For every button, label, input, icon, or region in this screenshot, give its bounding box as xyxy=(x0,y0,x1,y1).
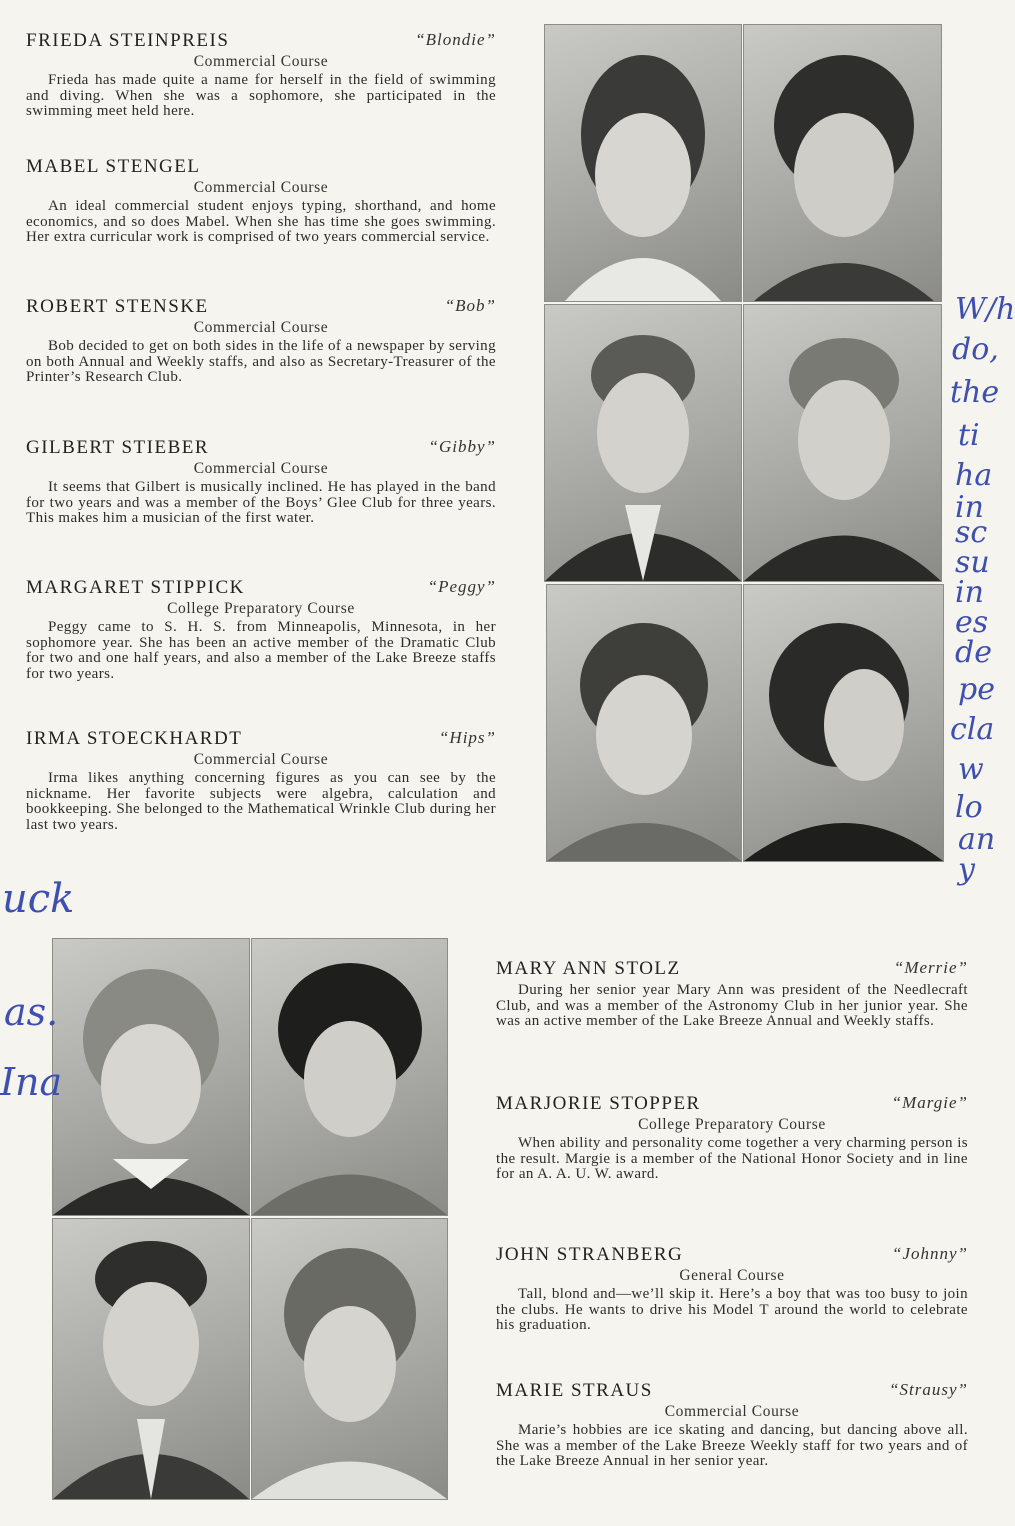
student-name: JOHN STRANBERG xyxy=(496,1244,684,1265)
handwriting-word: su xyxy=(955,545,990,580)
entry-marjorie-stopper xyxy=(496,1093,968,1183)
course-label: Commercial Course xyxy=(193,53,329,70)
entry-marie-straus xyxy=(496,1380,968,1470)
entry-frieda-steinpreis xyxy=(26,30,496,120)
handwriting-word: in xyxy=(955,575,984,610)
handwriting-word: W/h xyxy=(955,292,1015,327)
student-name: IRMA STOECKHARDT xyxy=(26,728,243,749)
course-label: College Preparatory Course xyxy=(167,600,355,617)
student-bio: Tall, blond and—we’ll skip it. Here’s a boy that was too busy to join the clubs. He wants to drive his Model T around the world to celebrate his graduation. xyxy=(496,1286,968,1333)
student-bio: Bob decided to get on both sides in the life of a newspaper by serving on both Annual and Weekly staffs, and also as Secretary-Treasurer of the Printer’s Research Club. xyxy=(26,338,496,385)
handwriting-word: sc xyxy=(955,515,988,550)
course-label: Commercial Course xyxy=(193,319,329,336)
handwriting-word: as. xyxy=(4,990,59,1034)
student-name: FRIEDA STEINPREIS xyxy=(26,30,230,51)
student-name: MARJORIE STOPPER xyxy=(496,1093,701,1114)
entry-john-stranberg xyxy=(496,1244,968,1334)
portrait-photo xyxy=(52,938,250,1216)
student-nickname: “Margie” xyxy=(891,1093,968,1112)
student-nickname: “Strausy” xyxy=(889,1380,968,1399)
portrait-photo xyxy=(251,938,448,1216)
handwriting-word: w xyxy=(958,752,984,787)
handwriting-word: de xyxy=(955,635,992,670)
handwriting-word: pe xyxy=(958,672,995,707)
student-name: MARY ANN STOLZ xyxy=(496,958,681,979)
course-label: Commercial Course xyxy=(193,179,329,196)
course-label: Commercial Course xyxy=(193,751,329,768)
student-name: MABEL STENGEL xyxy=(26,156,201,177)
student-name: ROBERT STENSKE xyxy=(26,296,209,317)
student-bio: Marie’s hobbies are ice skating and dancing, but dancing above all. She was a member of the Lake Breeze Weekly staff for two years and of the Lake Breeze Annual in her senior year. xyxy=(496,1422,968,1469)
handwriting-word: do, xyxy=(952,332,999,367)
student-bio: During her senior year Mary Ann was president of the Needlecraft Club, and was a member of the Astronomy Club in her junior year. She was an active member of the Lake Breeze Annual and Weekly staffs. xyxy=(496,982,968,1029)
entry-mabel-stengel xyxy=(26,156,496,246)
handwriting-word: an xyxy=(958,822,996,857)
portrait-photo xyxy=(251,1218,448,1500)
entry-mary-ann-stolz xyxy=(496,958,968,1030)
handwriting-word: ti xyxy=(958,418,980,453)
course-label: Commercial Course xyxy=(664,1403,800,1420)
portrait-photo xyxy=(743,304,942,582)
handwriting-word: y xyxy=(958,852,975,887)
student-name: GILBERT STIEBER xyxy=(26,437,210,458)
student-name: MARIE STRAUS xyxy=(496,1380,653,1401)
portrait-photo xyxy=(52,1218,250,1500)
entry-robert-stenske xyxy=(26,296,496,386)
handwriting-word: lo xyxy=(955,790,983,825)
student-bio: Frieda has made quite a name for herself in the field of swimming and diving. When she was a sophomore, she participated in the swimming meet held here. xyxy=(26,72,496,119)
course-label: General Course xyxy=(679,1267,785,1284)
entry-irma-stoeckhardt xyxy=(26,728,496,833)
student-name: MARGARET STIPPICK xyxy=(26,577,245,598)
student-nickname: “Peggy” xyxy=(427,577,496,596)
student-nickname: “Bob” xyxy=(444,296,496,315)
handwriting-word: Ina xyxy=(0,1060,63,1104)
portrait-photo xyxy=(544,24,742,302)
portrait-photo xyxy=(546,584,742,862)
entry-margaret-stippick xyxy=(26,577,496,682)
handwriting-word: cla xyxy=(950,712,995,747)
student-bio: When ability and personality come together a very charming person is the result. Margie is a member of the National Honor Society and in line for an A. A. U. W. award. xyxy=(496,1135,968,1182)
course-label: College Preparatory Course xyxy=(638,1116,826,1133)
student-bio: Irma likes anything concerning figures as you can see by the nickname. Her favorite subjects were algebra, calculation and bookkeeping. She belonged to the Mathematical Wrinkle Club during her last two years. xyxy=(26,770,496,833)
portrait-photo xyxy=(743,24,942,302)
entry-gilbert-stieber xyxy=(26,437,496,527)
course-label: Commercial Course xyxy=(193,460,329,477)
student-nickname: “Hips” xyxy=(438,728,496,747)
student-bio: An ideal commercial student enjoys typing, shorthand, and home economics, and so does Mabel. When she has time she goes swimming. Her extra curricular work is comprised of two years commercial service. xyxy=(26,198,496,245)
handwriting-word: ha xyxy=(955,458,993,493)
student-bio: It seems that Gilbert is musically inclined. He has played in the band for two years and was a member of the Boys’ Glee Club for three years. This makes him a musician of the first water. xyxy=(26,479,496,526)
student-nickname: “Johnny” xyxy=(892,1244,968,1263)
handwriting-word: in xyxy=(955,490,984,525)
handwriting-word: uck xyxy=(2,876,75,922)
portrait-photo xyxy=(743,584,944,862)
student-bio: Peggy came to S. H. S. from Minneapolis, Minnesota, in her sophomore year. She has been an active member of the Dramatic Club for two and one half years, and also a member of the Lake Breeze staffs for two years. xyxy=(26,619,496,682)
portrait-photo xyxy=(544,304,742,582)
student-nickname: “Gibby” xyxy=(428,437,496,456)
handwriting-word: the xyxy=(950,375,1000,410)
student-nickname: “Blondie” xyxy=(415,30,496,49)
handwriting-word: es xyxy=(955,605,989,640)
student-nickname: “Merrie” xyxy=(893,958,968,977)
